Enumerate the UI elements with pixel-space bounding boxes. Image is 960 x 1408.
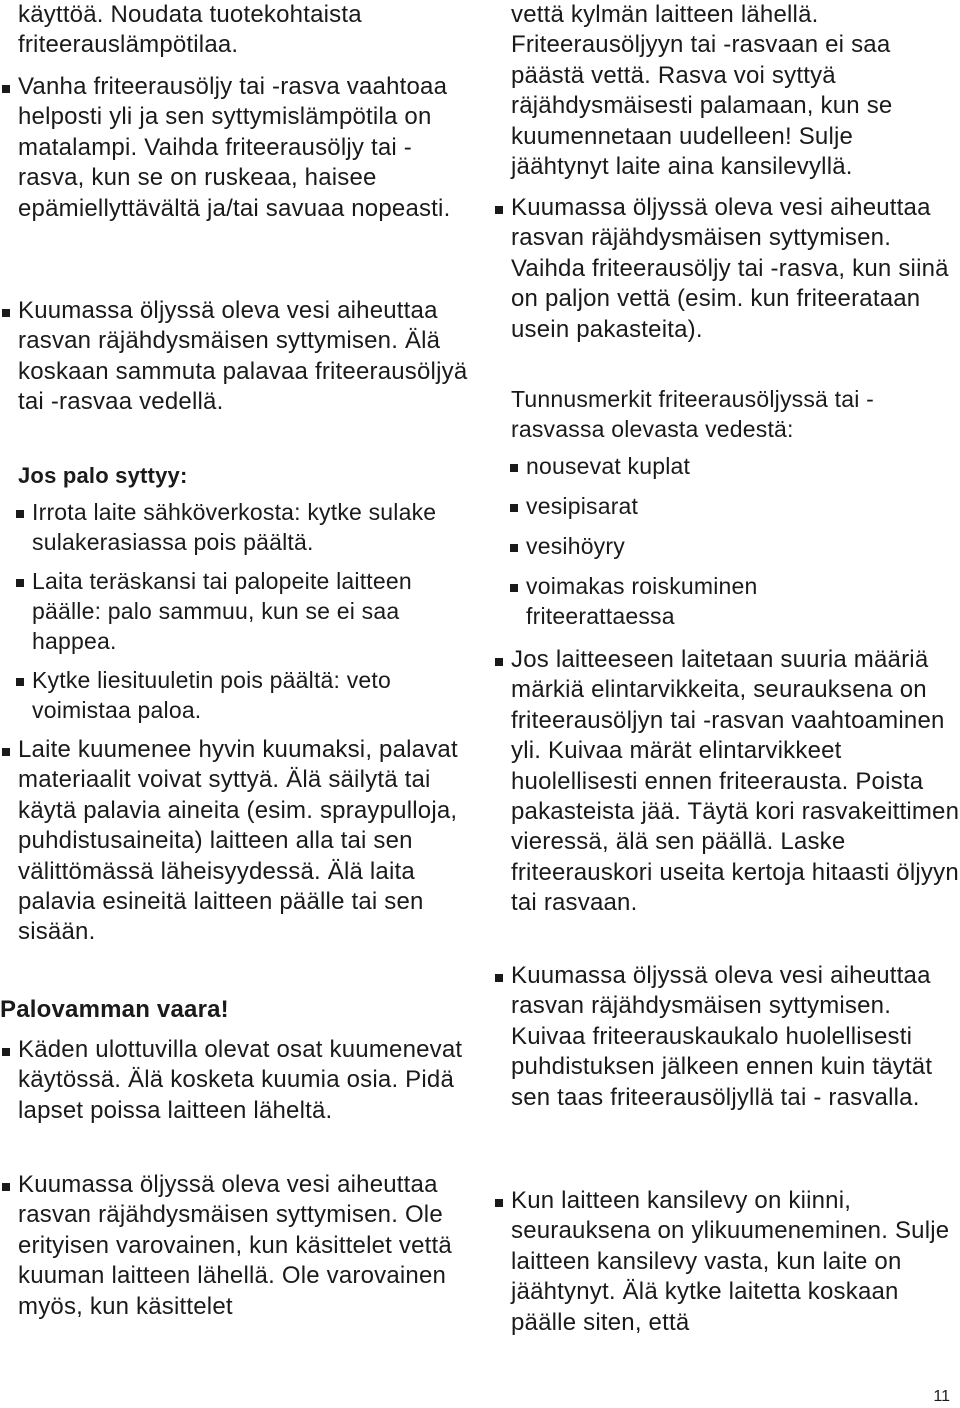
- paragraph-continued-right: vettä kylmän laitteen lähellä. Friteerausöljyyn tai -rasvaan ei saa päästä vettä. Rasva voi syttyä räjähdysmäisesti palamaan, kun se kuumennetaan uudelleen! Sulje jäähtynyt laite aina kansilevyllä.: [511, 1, 893, 181]
- sub-bullet-disconnect: Irrota laite sähköverkosta: kytke sulake sulakerasiassa pois päältä.: [0, 497, 472, 557]
- bullet-water-change-oil: Kuumassa öljyssä oleva vesi aiheuttaa rasvan räjähdysmäisen syttymisen. Vaihda friteerausöljy tai -rasva, kun siinä on paljon vettä (esim. kun friteerataan usein pakasteita).: [493, 193, 960, 345]
- sub-bullet-splashing: voimakas roiskuminen friteerattaessa: [498, 571, 846, 631]
- sub-bullet-fire-blanket: Laita teräskansi tai palopeite laitteen päälle: palo sammuu, kun se ei saa happea.: [0, 566, 462, 656]
- paragraph-continued: käyttöä. Noudata tuotekohtaista friteerauslämpötilaa.: [18, 1, 362, 59]
- bullet-water-caution: Kuumassa öljyssä oleva vesi aiheuttaa rasvan räjähdysmäisen syttymisen. Ole erityisen varovainen, kun käsittelet vettä kuuman laitteen lähellä. Ole varovainen myös, kun käsittelet: [0, 1170, 478, 1322]
- heading-fire: Jos palo syttyy:: [18, 463, 188, 488]
- bullet-flammable: Laite kuumenee hyvin kuumaksi, palavat materiaalit voivat syttyä. Älä säilytä tai käytä palavia aineita (esim. spraypulloja, puhdistusaineita) laitteen alla tai sen välittömässä läheisyydessä. Älä laita palavia esineitä laitteen päälle tai sen sisään.: [0, 735, 478, 948]
- sub-bullet-droplets: vesipisarat: [498, 491, 960, 521]
- heading-burn: Palovamman vaara!: [0, 996, 229, 1023]
- bullet-lid-overheat: Kun laitteen kansilevy on kiinni, seurauksena on ylikuumeneminen. Sulje laitteen kansilevy vasta, kun laite on jäähtynyt. Älä kytke laitetta koskaan päälle siten, että: [493, 1186, 951, 1338]
- sub-bullet-hood: Kytke liesituuletin pois päältä: veto voimistaa paloa.: [0, 665, 472, 725]
- sub-bullet-steam: vesihöyry: [498, 531, 960, 561]
- sub-bullet-bubbles: nousevat kuplat: [498, 451, 960, 481]
- bullet-old-oil: Vanha friteerausöljy tai -rasva vaahtoaa helposti yli ja sen syttymislämpötila on matalampi. Vaihda friteerausöljy tai -rasva, kun se on ruskeaa, haisee epämiellyttävältä ja/tai savuaa nopeasti.: [0, 72, 478, 224]
- bullet-wet-food: Jos laitteeseen laitetaan suuria määriä märkiä elintarvikkeita, seurauksena on friteerausöljyn tai -rasvan vaahtoaminen yli. Kuivaa märät elintarvikkeet huolellisesti ennen friteerausta. Poista pakasteista jää. Täytä kori rasvakeittimen vieressä, älä sen päällä. Laske friteerauskori useita kertoja hitaasti öljyyn tai rasvaan.: [493, 645, 960, 919]
- paragraph-signs: Tunnusmerkit friteerausöljyssä tai - rasvassa olevasta vedestä:: [511, 386, 874, 443]
- page-number: 11: [933, 1388, 950, 1405]
- bullet-dry-basin: Kuumassa öljyssä oleva vesi aiheuttaa rasvan räjähdysmäisen syttymisen. Kuivaa friteerauskaukalo huolellisesti puhdistuksen jälkeen ennen kuin täytät sen taas friteerausöljyllä tai - rasvalla.: [493, 961, 960, 1113]
- bullet-water-in-oil: Kuumassa öljyssä oleva vesi aiheuttaa rasvan räjähdysmäisen syttymisen. Älä koskaan sammuta palavaa friteerausöljyä tai -rasvaa vedellä.: [0, 296, 478, 418]
- bullet-hot-parts: Käden ulottuvilla olevat osat kuumenevat käytössä. Älä kosketa kuumia osia. Pidä lapset poissa laitteen läheltä.: [0, 1035, 478, 1126]
